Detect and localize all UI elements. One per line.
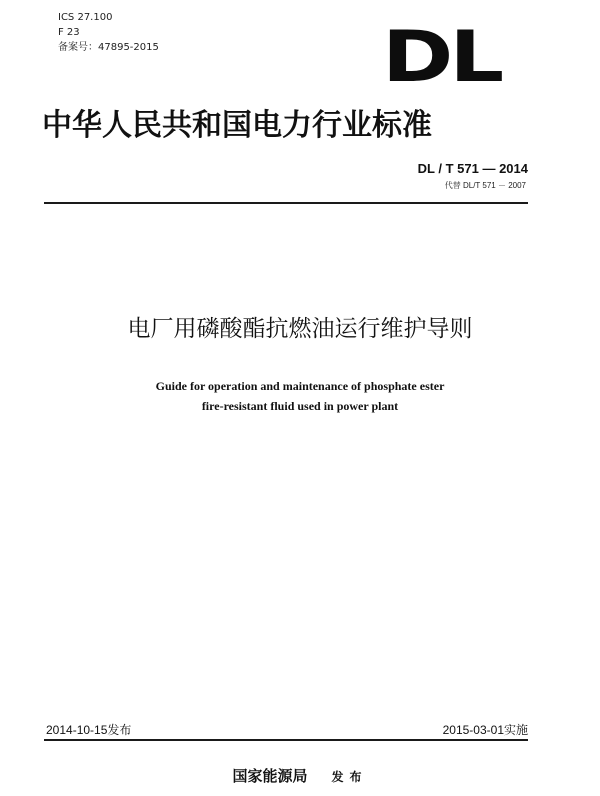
replaces-standard: 代替 DL/T 571 － 2007	[444, 181, 526, 190]
dl-logo: DL	[382, 16, 501, 99]
classification-block	[58, 10, 159, 55]
document-title-english	[0, 376, 600, 416]
standard-organization-title: 中华人民共和国电力行业标准	[42, 108, 432, 143]
publish-date: 2014-10-15发布	[46, 723, 132, 737]
issuing-authority	[0, 765, 600, 786]
issuer-name: 国家能源局	[232, 767, 308, 785]
category-code: F 23	[58, 27, 80, 38]
english-title-line-2: fire-resistant fluid used in power plant	[201, 399, 399, 413]
ics-code: ICS 27.100	[58, 12, 113, 23]
standard-number: DL / T 571 — 2014	[417, 161, 528, 176]
effective-date: 2015-03-01实施	[442, 723, 528, 737]
record-number: 备案号：47895-2015	[58, 42, 159, 53]
top-divider	[44, 202, 528, 204]
english-title-line-1: Guide for operation and maintenance of phosphate ester	[155, 379, 445, 393]
document-title-chinese: 电厂用磷酸酯抗燃油运行维护导则	[127, 316, 473, 342]
bottom-divider	[44, 739, 528, 741]
issuer-action: 发布	[331, 770, 368, 784]
